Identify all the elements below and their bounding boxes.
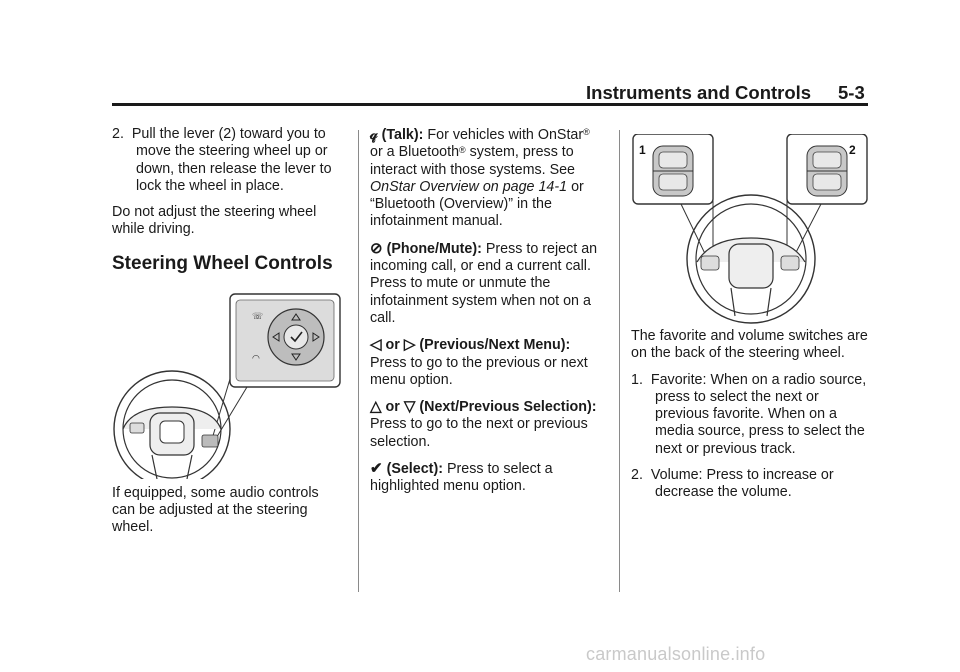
talk-text: system, press to interact with those systems. See xyxy=(370,144,576,178)
svg-text:☏: ☏ xyxy=(252,311,264,322)
column-divider xyxy=(358,130,359,592)
steering-wheel-controls-figure xyxy=(112,289,344,479)
select-entry xyxy=(370,460,606,496)
watermark: carmanualsonline.info xyxy=(586,644,766,664)
list-item: 1. Favorite: When on a radio source, press to select the next or previous favorite. When on a media source, press to select the next or previous track. xyxy=(631,371,867,457)
phone-mute-icon: ⊘ xyxy=(370,239,383,257)
phone-label: (Phone/Mute): xyxy=(386,240,482,257)
menu-label: (Previous/Next Menu): xyxy=(419,337,571,354)
checkmark-icon: ✔ xyxy=(370,460,383,478)
talk-text: or a Bluetooth xyxy=(370,144,460,161)
talk-icon: 𝓆 xyxy=(370,126,378,143)
section-title: Instruments and Controls xyxy=(586,82,812,103)
talk-entry xyxy=(370,126,606,231)
svg-text:◠: ◠ xyxy=(252,353,260,364)
select-text: Press to select a highlighted menu option. xyxy=(370,461,553,495)
section-heading: Steering Wheel Controls xyxy=(112,252,333,274)
select-label: (Select): xyxy=(386,461,443,478)
paragraph: Do not adjust the steering wheel while driving. xyxy=(112,204,317,238)
menu-text: Press to go to the previous or next menu option. xyxy=(370,354,588,388)
down-triangle-icon: ▽ xyxy=(403,398,416,416)
registered-mark: ® xyxy=(583,127,590,137)
selection-entry xyxy=(370,398,606,451)
callout-2: 2 xyxy=(849,143,856,157)
page-number: 5-3 xyxy=(838,82,865,103)
column-left xyxy=(112,126,344,546)
onstar-reference-link[interactable]: OnStar Overview on page 14-1 xyxy=(370,178,568,195)
or-word: or xyxy=(385,399,400,416)
callout-1: 1 xyxy=(639,143,646,157)
registered-mark: ® xyxy=(459,145,466,156)
phone-entry xyxy=(370,240,606,327)
figure-caption: If equipped, some audio controls can be adjusted at the steering wheel. xyxy=(112,484,319,536)
up-triangle-icon: △ xyxy=(370,398,382,416)
talk-text: For vehicles with OnStar xyxy=(427,127,584,143)
column-right xyxy=(631,126,871,511)
list-item: 2. Pull the lever (2) toward you to move the steering wheel up or down, then release the lever to lock the wheel in place. xyxy=(112,126,332,194)
next-menu-icon: ▷ xyxy=(403,336,416,354)
steering-wheel-back-switches-figure xyxy=(631,134,871,324)
previous-menu-icon: ◁ xyxy=(370,336,382,354)
menu-entry xyxy=(370,336,606,389)
paragraph: The favorite and volume switches are on the back of the steering wheel. xyxy=(631,328,868,362)
talk-text: or “Bluetooth (Overview)” in the infotainment manual. xyxy=(370,178,584,230)
talk-label: (Talk): xyxy=(381,127,424,143)
list-item: 2. Volume: Press to increase or decrease the volume. xyxy=(631,467,834,501)
column-divider xyxy=(619,130,620,592)
selection-text: Press to go to the next or previous selection. xyxy=(370,416,588,450)
or-word: or xyxy=(385,337,400,354)
header-rule xyxy=(112,103,868,106)
phone-text: Press to reject an incoming call, or end a current call. Press to mute or unmute the infotainment system when not on a call. xyxy=(370,240,598,326)
column-middle xyxy=(370,126,606,505)
selection-label: (Next/Previous Selection): xyxy=(419,399,597,416)
